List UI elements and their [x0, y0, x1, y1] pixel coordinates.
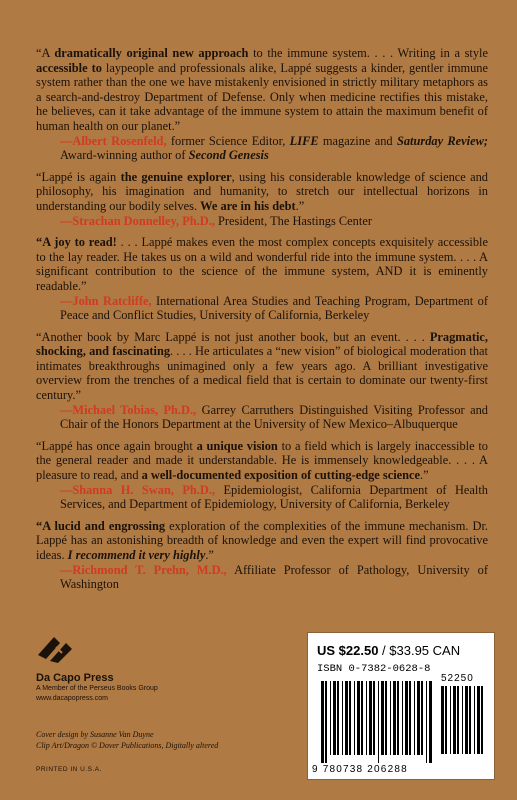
endorsement-quote — [36, 170, 488, 228]
price-label — [317, 643, 460, 658]
cover-design-credit: Cover design by Susanne Van Duyne — [36, 730, 154, 739]
barcode-bar — [366, 681, 367, 755]
quote-attribution — [36, 563, 488, 592]
barcode-bar — [381, 681, 384, 755]
publisher-block — [36, 635, 266, 704]
emphasis-text: a well-documented exposition of cutting-edge science — [141, 468, 421, 483]
quote-body — [36, 170, 488, 214]
barcode-bar — [330, 681, 331, 755]
barcode-bar — [349, 681, 351, 755]
barcode-bar — [321, 681, 324, 763]
publisher-member-line: A Member of the Perseus Books Group — [36, 685, 158, 692]
emphasis-text: the genuine explorer — [120, 169, 232, 184]
barcode-bar — [342, 681, 343, 755]
barcode-bar — [462, 686, 463, 754]
quote-text: former Science Editor, — [166, 133, 290, 148]
printed-in-label: PRINTED IN U.S.A. — [36, 766, 102, 773]
quote-text: Award-winning author of — [60, 148, 189, 163]
cover-credits — [36, 729, 266, 751]
quote-attribution — [36, 214, 488, 229]
barcode-bar — [457, 686, 459, 754]
endorsement-quotes — [36, 46, 488, 599]
emphasis-text: accessible to — [36, 60, 102, 75]
quote-attribution — [36, 483, 488, 512]
barcode-bar — [345, 681, 348, 755]
barcode-bar — [469, 686, 471, 754]
barcode-bar — [385, 681, 387, 755]
emphasis-text: a unique vision — [196, 438, 278, 453]
emphasis-text: We are in his debt — [200, 198, 296, 213]
barcode-bar — [373, 681, 375, 755]
quote-text: laypeople and professionals alike, Lappé suggests a kinder, gentler immune system rather than the one we have mistakenly envisioned in strictly military metaphors as a search-and-destroy Department of Defense. Only when medicine rectifies this mistake, he believes, can it take advantage of the immune system to attain the maximum benefit of human health on our planet.” — [36, 60, 488, 133]
quote-body — [36, 330, 488, 403]
endorsement-quote — [36, 519, 488, 592]
attribution-name: —John Ratcliffe, — [60, 293, 152, 308]
barcode-bar — [477, 686, 480, 754]
quote-attribution — [36, 134, 488, 163]
quote-text: Epidemiologist, California Department of Health Services, and Department of Epidemiology, University of California, Berkeley — [60, 482, 488, 512]
barcode-bar — [414, 681, 415, 755]
barcode-bar — [397, 681, 399, 755]
price-us: US $22.50 — [317, 643, 379, 658]
barcode-bar — [333, 681, 336, 755]
quote-text: .” — [295, 198, 305, 213]
price-addon-number: 52250 — [441, 673, 474, 684]
quote-body — [36, 519, 488, 563]
endorsement-quote — [36, 46, 488, 163]
addon-barcode — [441, 686, 487, 762]
quote-text: “A — [36, 46, 55, 60]
barcode-bar — [361, 681, 363, 755]
attribution-name: —Albert Rosenfeld, — [60, 133, 167, 148]
emphasis-italic-text: Saturday Review; — [396, 133, 489, 148]
quote-text: , using his considerable knowledge of science and philosophy, his imagination and humanity, to stretch our intellectual horizons in understanding our bodily selves. — [36, 169, 488, 213]
price-can: / $33.95 CAN — [378, 643, 461, 658]
barcode-bar — [441, 686, 444, 754]
quote-text: to the immune system. . . . Writing in a style — [248, 46, 488, 60]
emphasis-italic-text: LIFE — [289, 133, 319, 148]
clip-art-credit: Clip Art/Dragon © Dover Publications, Digitally altered — [36, 741, 219, 750]
quote-text: . . . Lappé makes even the most complex concepts exquisitely accessible to the lay reader. He takes us on a wild and wonderful ride into the immune system. . . . A significant contribution to the science of the immune system, AND it is eminently readable.” — [36, 235, 488, 293]
barcode-bar — [474, 686, 475, 754]
barcode-bar — [409, 681, 411, 755]
quote-text: .” — [205, 548, 214, 562]
quote-text: . . . . He articulates a “new vision” of biological moderation that intimates breakthroughs unimagined only a few years ago. A brilliant investigative overview from the trenches of a medical field that is certain to dominate our twenty-first century.” — [36, 344, 488, 403]
endorsement-quote — [36, 439, 488, 512]
quote-text: magazine and — [318, 133, 397, 148]
emphasis-italic-text: I recommend it very highly — [67, 548, 206, 562]
emphasis-text: Pragmatic, shocking, and fascinating — [36, 329, 488, 359]
quote-text: “Lappé has once again brought — [36, 438, 197, 453]
barcode-bar — [453, 686, 456, 754]
isbn-number: ISBN 0-7382-0628-8 — [317, 663, 431, 675]
barcode-bar — [369, 681, 372, 755]
attribution-name: —Michael Tobias, Ph.D., — [60, 402, 197, 417]
barcode-bar — [390, 681, 391, 755]
barcode-bar — [481, 686, 483, 754]
endorsement-quote — [36, 330, 488, 432]
ean-barcode — [321, 681, 433, 763]
barcode-bar — [325, 681, 327, 763]
quote-text: Garrey Carruthers Distinguished Visiting Professor and Chair of the Honors Department at the University of New Mexico–Albuquerque — [60, 402, 488, 432]
quote-body — [36, 46, 488, 134]
barcode-bar — [357, 681, 360, 755]
barcode-bar — [429, 681, 432, 763]
quote-body — [36, 439, 488, 483]
endorsement-quote — [36, 235, 488, 323]
quote-text: .” — [420, 468, 429, 483]
emphasis-text: “A joy to read! — [36, 235, 117, 250]
quote-body — [36, 235, 488, 293]
barcode-bar — [421, 681, 423, 755]
quote-text: International Area Studies and Teaching Program, Department of Peace and Conflict Studies, University of California, Berkeley — [60, 293, 488, 323]
quote-text: Affiliate Professor of Pathology, University of Washington — [60, 562, 488, 592]
barcode-bar — [378, 681, 379, 763]
barcode-bar — [393, 681, 396, 755]
barcode-bar — [426, 681, 427, 763]
publisher-website: www.dacapopress.com — [36, 695, 108, 702]
quote-text: to a field which is largely inaccessible to the general reader and made it understandable. He is immensely knowledgeable. . . . A pleasure to read, and — [36, 438, 488, 483]
quote-text: President, The Hastings Center — [214, 213, 372, 228]
publisher-name: Da Capo Press — [36, 672, 114, 684]
quote-text: exploration of the complexities of the immune mechanism. Dr. Lappé has an astonishing breadth of knowledge and even the expert will find provocative ideas. — [36, 518, 488, 562]
attribution-name: —Strachan Donnelley, Ph.D., — [60, 213, 215, 228]
ean-number: 9 780738 206288 — [312, 764, 408, 775]
barcode-bar — [417, 681, 420, 755]
barcode-bar — [402, 681, 403, 755]
emphasis-italic-text: Second Genesis — [188, 148, 269, 163]
quote-attribution — [36, 294, 488, 323]
quote-text: “Lappé is again — [36, 169, 121, 184]
barcode-bar — [445, 686, 447, 754]
barcode-bar — [450, 686, 451, 754]
attribution-name: —Richmond T. Prehn, M.D., — [60, 562, 227, 577]
attribution-name: —Shanna H. Swan, Ph.D., — [60, 482, 216, 497]
emphasis-text: dramatically original new approach — [54, 46, 249, 60]
quote-text: “Another book by Marc Lappé is not just another book, but an event. . . . — [36, 329, 430, 344]
da-capo-logo-icon — [36, 635, 74, 663]
barcode-box — [307, 632, 495, 780]
quote-attribution — [36, 403, 488, 432]
emphasis-text: “A lucid and engrossing — [36, 518, 166, 533]
barcode-bar — [337, 681, 339, 755]
barcode-bar — [354, 681, 355, 755]
barcode-bar — [465, 686, 468, 754]
barcode-bar — [405, 681, 408, 755]
